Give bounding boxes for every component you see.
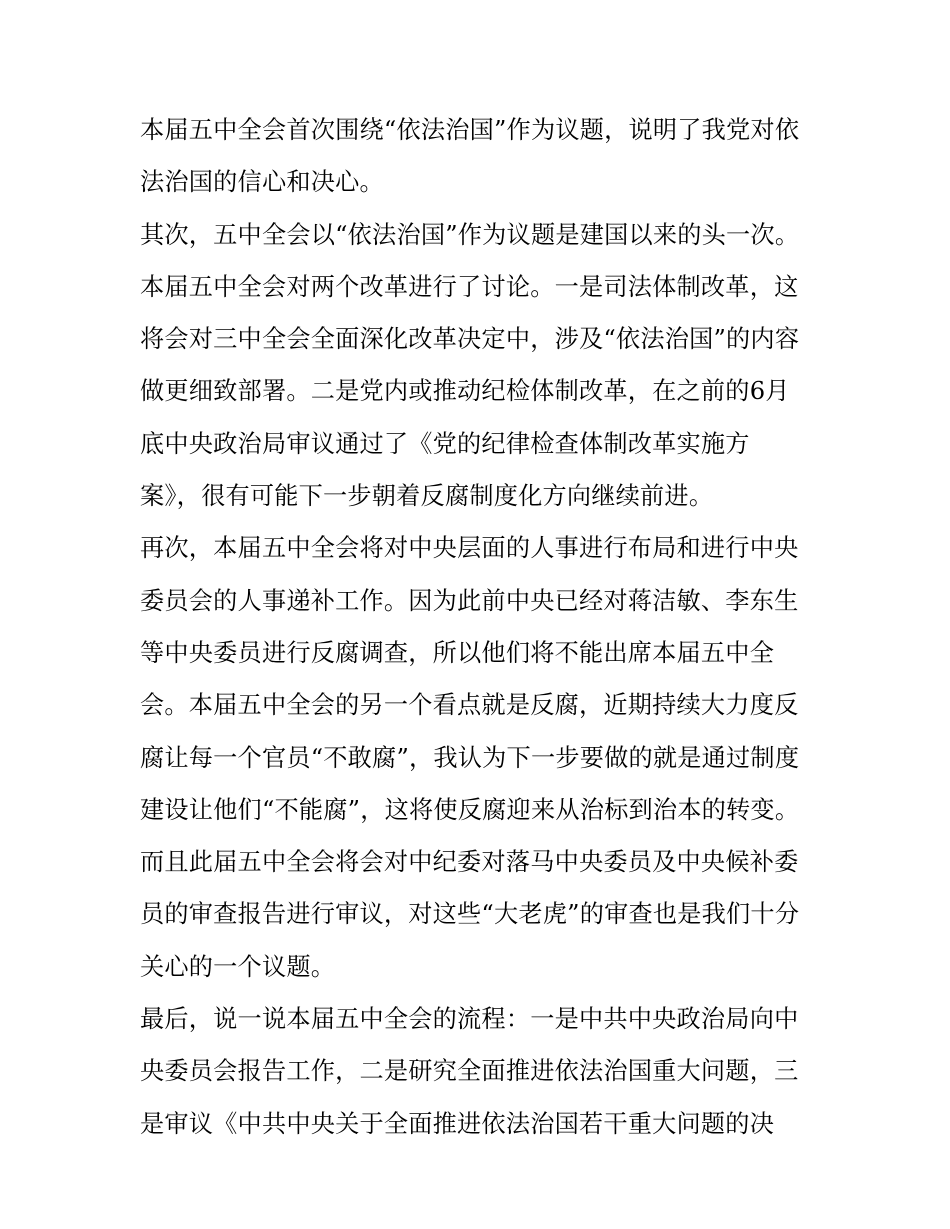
text-line: 关心的一个议题。	[140, 952, 336, 981]
text-line: 底中央政治局审议通过了《党的纪律检查体制改革实施方	[140, 429, 750, 458]
text-line: 做更细致部署。二是党内或推动纪检体制改革，在之前的6月	[140, 377, 790, 406]
text-line: 案》，很有可能下一步朝着反腐制度化方向继续前进。	[140, 482, 714, 511]
text-line: 会。本届五中全会的另一个看点就是反腐，近期持续大力度反	[140, 691, 799, 720]
text-line: 是审议《中共中央关于全面推进依法治国若干重大问题的决	[140, 1109, 775, 1138]
text-line: 建设让他们“不能腐”，这将使反腐迎来从治标到治本的转变。	[140, 795, 800, 824]
text-line: 腐让每一个官员“不敢腐”，我认为下一步要做的就是通过制度	[140, 743, 800, 772]
text-line: 等中央委员进行反腐调查，所以他们将不能出席本届五中全	[140, 638, 775, 667]
text-line: 央委员会报告工作，二是研究全面推进依法治国重大问题，三	[140, 1057, 799, 1086]
text-line: 法治国的信心和决心。	[140, 168, 384, 197]
text-line: 本届五中全会对两个改革进行了讨论。一是司法体制改革，这	[140, 272, 799, 301]
text-line: 委员会的人事递补工作。因为此前中央已经对蒋洁敏、李东生	[140, 586, 799, 615]
text-line: 最后，说一说本届五中全会的流程：一是中共中央政治局向中	[140, 1005, 799, 1034]
text-line: 而且此届五中全会将会对中纪委对落马中央委员及中央候补委	[140, 848, 799, 877]
text-line: 再次，本届五中全会将对中央层面的人事进行布局和进行中央	[140, 534, 799, 563]
text-line: 将会对三中全会全面深化改革决定中，涉及“依法治国”的内容	[140, 325, 800, 354]
text-line: 其次，五中全会以“依法治国”作为议题是建国以来的头一次。	[140, 220, 800, 249]
body-text	[140, 104, 820, 1150]
text-line: 员的审查报告进行审议，对这些“大老虎”的审查也是我们十分	[140, 900, 800, 929]
text-line: 本届五中全会首次围绕“依法治国”作为议题，说明了我党对依	[140, 116, 800, 144]
